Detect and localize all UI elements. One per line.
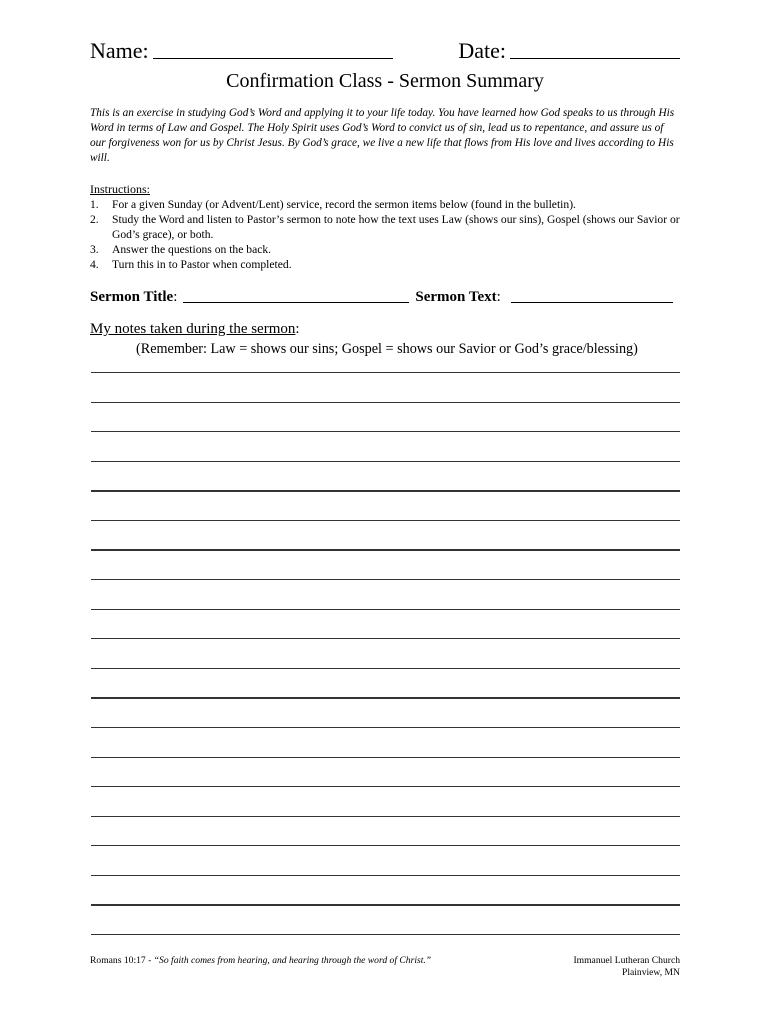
note-line[interactable]: [91, 786, 680, 787]
footer-verse: [90, 955, 431, 966]
intro-paragraph: This is an exercise in studying God’s Word and applying it to your life today. You have learned how God speaks to us through His Word in terms of Law and Gospel. The Holy Spirit uses God’s Word to convict us of sin, lead us to repentance, and assure us of our forgiveness won for us by Christ Jesus. By God’s grace, we live a new life that flows from His love and lives according to His will.: [90, 107, 675, 164]
date-label: Date:: [458, 38, 506, 63]
notes-heading-text: My notes taken during the sermon: [90, 321, 296, 337]
note-line[interactable]: [91, 638, 680, 639]
sermon-title-blank-line[interactable]: [183, 301, 409, 303]
date-blank-line[interactable]: [510, 57, 680, 59]
note-line[interactable]: [91, 520, 680, 521]
note-line[interactable]: [91, 668, 680, 669]
instruction-item: [90, 242, 680, 257]
note-line[interactable]: [91, 727, 680, 728]
name-label: Name:: [90, 38, 149, 63]
footer-church-location: Plainview, MN: [621, 967, 680, 978]
note-line[interactable]: [91, 816, 680, 817]
sermon-text-colon: :: [496, 289, 501, 305]
note-line[interactable]: [91, 904, 680, 905]
footer-church: [573, 955, 680, 979]
name-field: [90, 38, 393, 64]
instructions-heading: Instructions:: [90, 182, 150, 196]
note-line[interactable]: [91, 402, 680, 403]
instruction-item: [90, 197, 680, 212]
instruction-number: 2.: [90, 213, 99, 226]
sermon-row: [90, 286, 680, 306]
note-line[interactable]: [91, 934, 680, 935]
notes-lines[interactable]: [91, 372, 680, 964]
instruction-number: 4.: [90, 258, 99, 271]
footer-church-name: Immanuel Lutheran Church: [573, 955, 680, 966]
page-title: Confirmation Class - Sermon Summary: [226, 70, 544, 92]
worksheet-page: [90, 30, 680, 358]
sermon-title-label: Sermon Title: [90, 289, 174, 305]
instruction-text: Study the Word and listen to Pastor’s sermon to note how the text uses Law (shows our sins), Gospel (shows our Savior or God’s grace), or both.: [112, 213, 680, 241]
note-line[interactable]: [91, 757, 680, 758]
sermon-text-label: Sermon Text: [415, 289, 497, 305]
instruction-item: [90, 212, 680, 242]
note-line[interactable]: [91, 461, 680, 462]
note-line[interactable]: [91, 579, 680, 580]
instruction-number: 3.: [90, 243, 99, 256]
note-line[interactable]: [91, 875, 680, 876]
instructions-list: [90, 197, 680, 272]
footer-verse-quote: “So faith comes from hearing, and hearing through the word of Christ.”: [153, 955, 432, 966]
instruction-text: Turn this in to Pastor when completed.: [112, 258, 292, 271]
note-line[interactable]: [91, 697, 680, 698]
instruction-text: Answer the questions on the back.: [112, 243, 272, 256]
note-line[interactable]: [91, 549, 680, 550]
notes-reminder: (Remember: Law = shows our sins; Gospel = shows our Savior or God’s grace/blessing): [136, 341, 638, 357]
header-row: [90, 30, 680, 64]
instruction-text: For a given Sunday (or Advent/Lent) service, record the sermon items below (found in the bulletin).: [112, 198, 576, 211]
note-line[interactable]: [91, 372, 680, 373]
sermon-text-blank-line[interactable]: [511, 301, 673, 303]
note-line[interactable]: [91, 490, 680, 491]
note-line[interactable]: [91, 609, 680, 610]
instruction-number: 1.: [90, 198, 99, 211]
sermon-title-colon: :: [173, 289, 178, 305]
notes-heading-colon: :: [295, 321, 300, 337]
name-blank-line[interactable]: [153, 57, 393, 59]
note-line[interactable]: [91, 845, 680, 846]
footer-verse-ref: Romans 10:17 -: [90, 955, 154, 966]
date-field: [458, 38, 680, 64]
note-line[interactable]: [91, 431, 680, 432]
notes-heading: [90, 320, 680, 338]
instruction-item: [90, 257, 680, 272]
